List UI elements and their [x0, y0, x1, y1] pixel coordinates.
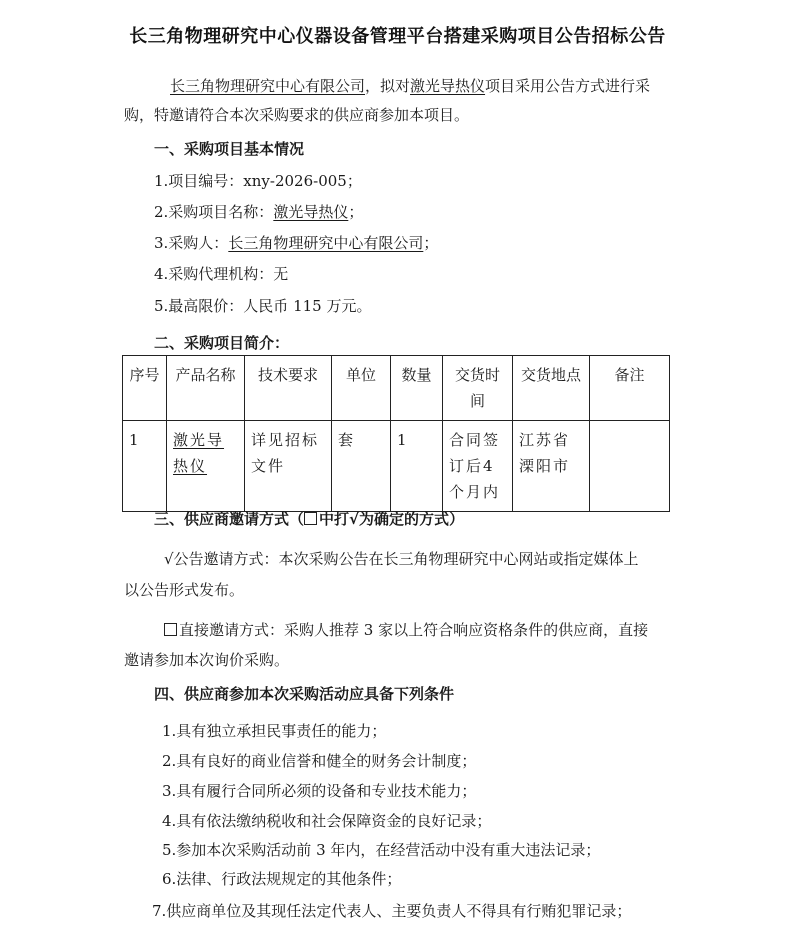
cell-product	[167, 421, 245, 512]
header-unit: 单位	[332, 356, 391, 421]
project-item-name: 激光导热仪	[410, 77, 486, 95]
project-number: 1.项目编号：xny-2026-005；	[154, 172, 362, 190]
intro-line-1	[170, 76, 650, 96]
section-4-heading: 四、供应商参加本次采购活动应具备下列条件	[154, 685, 455, 703]
header-no: 序号	[123, 356, 167, 421]
header-delivery-place: 交货地点	[513, 356, 590, 421]
list-item: 7.供应商单位及其现任法定代表人、主要负责人不得具有行贿犯罪记录；	[152, 902, 632, 920]
cell-qty: 1	[391, 421, 443, 512]
list-item: 5.参加本次采购活动前 3 年内，在经营活动中没有重大违法记录；	[162, 841, 601, 859]
document-title: 长三角物理研究中心仪器设备管理平台搭建采购项目公告招标公告	[129, 26, 666, 47]
checkbox-icon	[304, 512, 317, 525]
checkbox-icon	[164, 623, 177, 636]
price-limit-line: 5.最高限价：人民币 115 万元。	[154, 297, 372, 315]
project-name-label: 2.采购项目名称：	[154, 203, 274, 221]
public-invite-line-2: 以公告形式发布。	[124, 581, 245, 599]
list-item: 2.具有良好的商业信誉和健全的财务会计制度；	[162, 752, 477, 770]
cell-unit: 套	[332, 421, 391, 512]
cell-note	[590, 421, 670, 512]
purchaser-label: 3.采购人：	[154, 234, 229, 252]
purchaser-name: 长三角物理研究中心有限公司	[170, 77, 366, 95]
direct-invite-line-1	[164, 620, 648, 640]
list-item: 6.法律、行政法规规定的其他条件；	[162, 870, 402, 888]
section-3-heading	[154, 509, 464, 529]
purchaser-line	[154, 233, 438, 253]
project-name-line	[154, 202, 363, 222]
table-header-row	[123, 356, 670, 421]
agency-line: 4.采购代理机构：无	[154, 265, 289, 283]
header-delivery-time: 交货时间	[443, 356, 513, 421]
cell-delivery-time: 合同签订后4个月内	[443, 421, 513, 512]
cell-no: 1	[123, 421, 167, 512]
list-item: 3.具有履行合同所必须的设备和专业技术能力；	[162, 782, 477, 800]
intro-text-2: 项目采用公告方式进行采	[485, 77, 651, 95]
cell-tech: 详见招标文件	[245, 421, 332, 512]
header-tech: 技术要求	[245, 356, 332, 421]
purchaser-suffix: ；	[423, 234, 439, 252]
intro-line-2: 购，特邀请符合本次采购要求的供应商参加本项目。	[124, 106, 470, 124]
cell-product-text: 激光导热仪	[173, 431, 225, 475]
list-item: 4.具有依法缴纳税收和社会保障资金的良好记录；	[162, 812, 492, 830]
section-1-heading: 一、采购项目基本情况	[154, 140, 305, 158]
table-row	[123, 421, 670, 512]
purchaser-value: 长三角物理研究中心有限公司	[228, 234, 424, 252]
project-name-suffix: ；	[348, 203, 364, 221]
cell-delivery-place: 江苏省溧阳市	[513, 421, 590, 512]
header-qty: 数量	[391, 356, 443, 421]
section-2-heading: 二、采购项目简介：	[154, 334, 290, 352]
header-product: 产品名称	[167, 356, 245, 421]
header-note: 备注	[590, 356, 670, 421]
direct-invite-line-2: 邀请参加本次询价采购。	[124, 651, 290, 669]
project-name-value: 激光导热仪	[273, 203, 349, 221]
direct-invite-text: 直接邀请方式：采购人推荐 3 家以上符合响应资格条件的供应商，直接	[179, 621, 649, 639]
intro-text-1: ，拟对	[365, 77, 411, 95]
public-invite-line-1: √公告邀请方式：本次采购公告在长三角物理研究中心网站或指定媒体上	[164, 550, 639, 568]
section-3-heading-end: 中打√为确定的方式）	[319, 510, 465, 528]
section-3-heading-start: 三、供应商邀请方式（	[154, 510, 305, 528]
list-item: 1.具有独立承担民事责任的能力；	[162, 722, 387, 740]
procurement-table	[122, 355, 670, 512]
